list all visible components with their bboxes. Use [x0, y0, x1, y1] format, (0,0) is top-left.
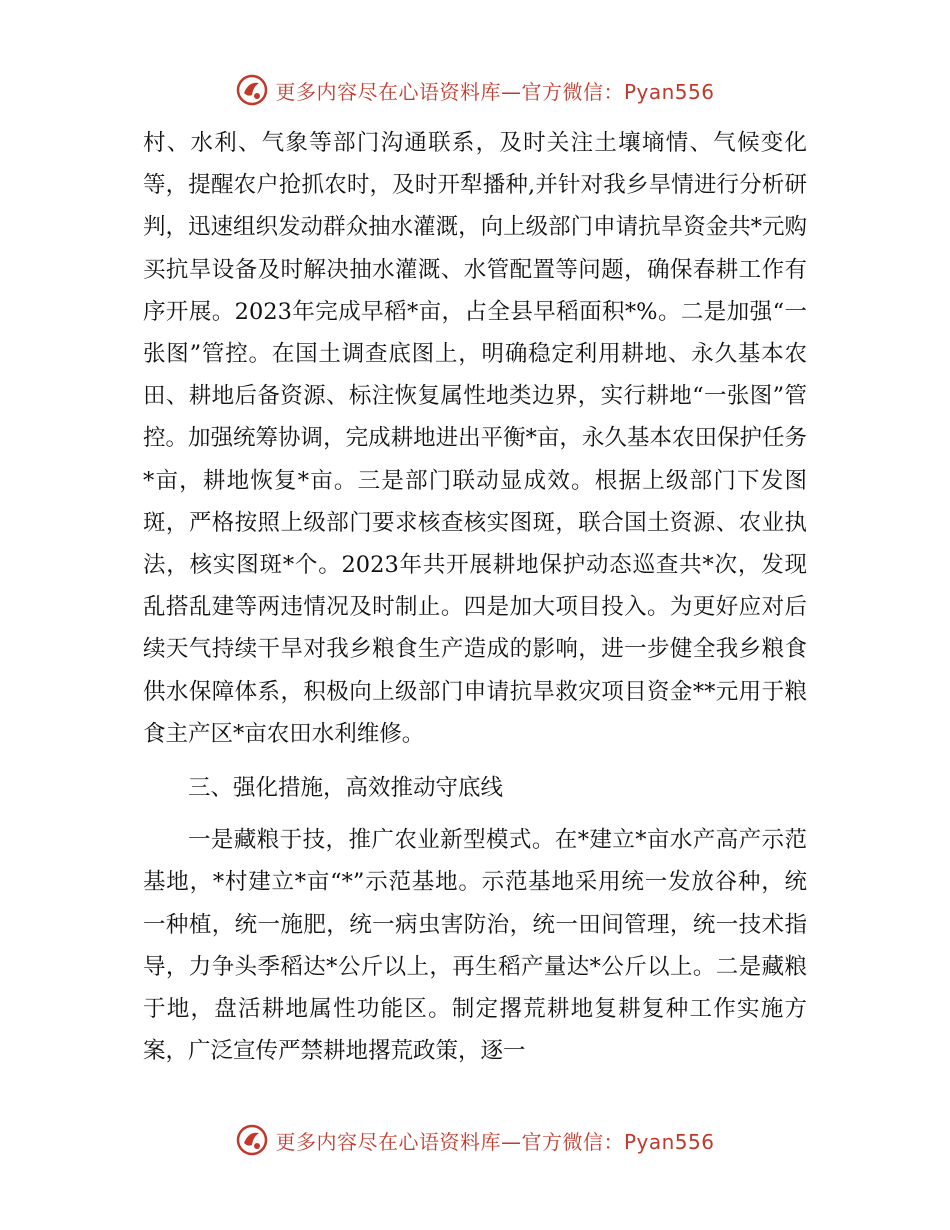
seal-logo-icon [235, 73, 269, 107]
section-heading: 三、强化措施，高效推动守底线 [188, 775, 504, 802]
watermark-header [0, 70, 950, 110]
watermark-text: 更多内容尽在心语资料库—官方微信：Pyan556 [275, 1129, 715, 1154]
watermark-text: 更多内容尽在心语资料库—官方微信：Pyan556 [275, 79, 715, 104]
paragraph: 一是藏粮于技，推广农业新型模式。在*建立*亩水产高产示范基地，*村建立*亩“*”示范基地。示范基地采用统一发放谷种，统一种植，统一施肥，统一病虫害防治，统一田间管理，统一技术指导，力争头季稻达*公斤以上，再生稻产量达*公斤以上。二是藏粮于地，盘活耕地属性功能区。制定撂荒耕地复耕复种工作实施方案，广泛宣传严禁耕地撂荒政策，逐一 [143, 827, 807, 1065]
document-body [143, 122, 807, 1072]
watermark-footer [0, 1120, 950, 1160]
paragraph-continued: 村、水利、气象等部门沟通联系，及时关注土壤墒情、气候变化等，提醒农户抢抓农时，及时开犁播种,并针对我乡旱情进行分析研判，迅速组织发动群众抽水灌溉，向上级部门申请抗旱资金共*元购买抗旱设备及时解决抽水灌溉、水管配置等问题，确保春耕工作有序开展。2023年完成早稻*亩，占全县早稻面积*%。二是加强“一张图”管控。在国土调查底图上，明确稳定利用耕地、永久基本农田、耕地后备资源、标注恢复属性地类边界，实行耕地“一张图”管控。加强统筹协调，完成耕地进出平衡*亩，永久基本农田保护任务*亩，耕地恢复*亩。三是部门联动显成效。根据上级部门下发图斑，严格按照上级部门要求核查核实图斑，联合国土资源、农业执法，核实图斑*个。2023年共开展耕地保护动态巡查共*次，发现乱搭乱建等两违情况及时制止。四是加大项目投入。为更好应对后续天气持续干旱对我乡粮食生产造成的影响，进一步健全我乡粮食供水保障体系，积极向上级部门申请抗旱救灾项目资金**元用于粮食主产区*亩农田水利维修。 [143, 130, 807, 747]
seal-logo-icon [235, 1123, 269, 1157]
